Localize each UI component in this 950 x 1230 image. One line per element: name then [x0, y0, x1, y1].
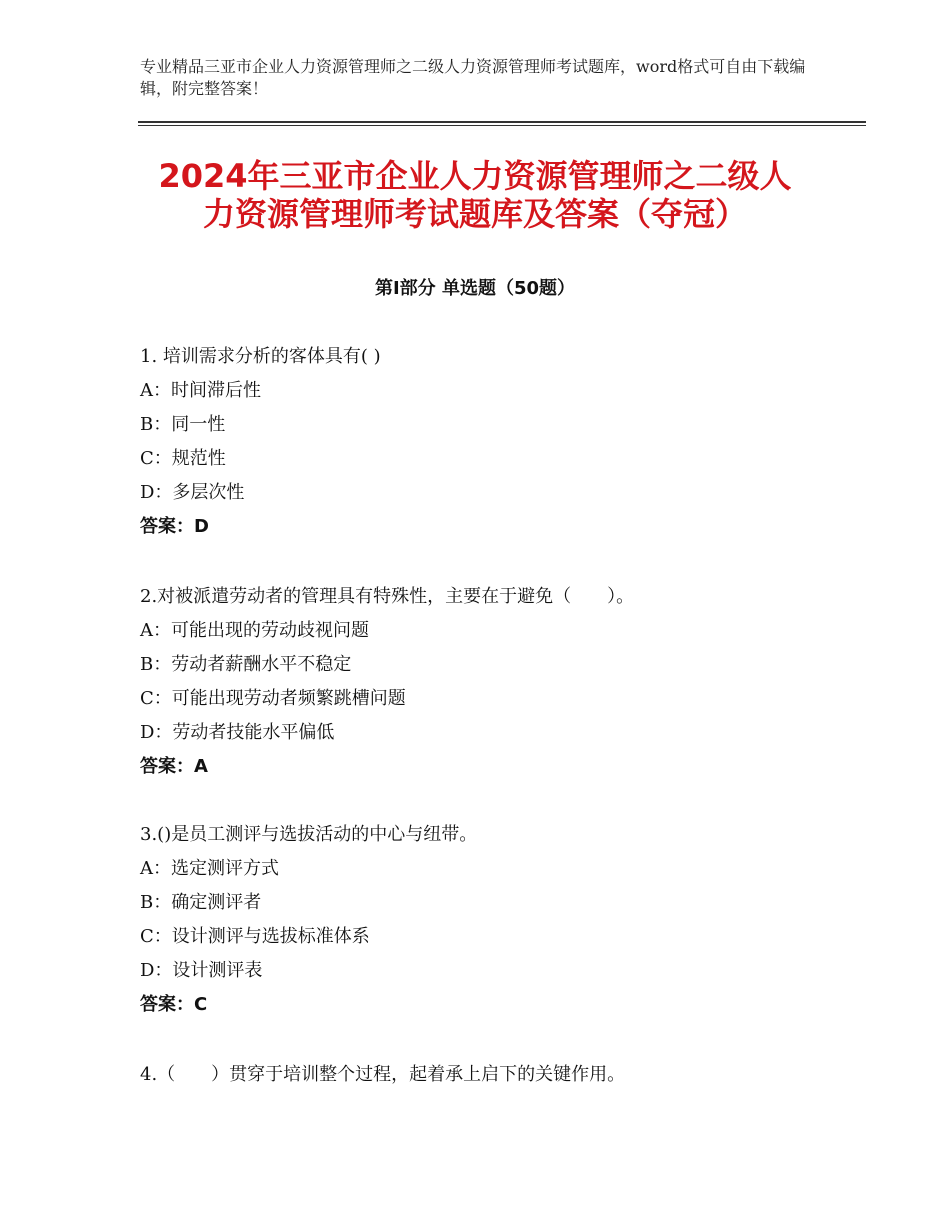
title-line-1: 2024年三亚市企业人力资源管理师之二级人	[158, 157, 792, 195]
option-a: A：时间滞后性	[140, 380, 261, 401]
header-divider-top	[138, 121, 866, 123]
title-line-2: 力资源管理师考试题库及答案（夺冠）	[202, 195, 747, 233]
option-d: D：设计测评表	[140, 960, 263, 981]
question-1	[140, 340, 840, 544]
option-a: A：选定测评方式	[140, 858, 279, 879]
option-d: D：多层次性	[140, 482, 245, 503]
question-stem: 4.（ ）贯穿于培训整个过程，起着承上启下的关键作用。	[140, 1064, 626, 1085]
answer: 答案：D	[140, 516, 209, 537]
question-4	[140, 1058, 840, 1092]
option-b: B：同一性	[140, 414, 226, 435]
question-stem: 3.()是员工测评与选拔活动的中心与纽带。	[140, 824, 478, 845]
answer: 答案：C	[140, 994, 208, 1015]
answer: 答案：A	[140, 756, 208, 777]
option-d: D：劳动者技能水平偏低	[140, 722, 335, 743]
question-3	[140, 818, 840, 1022]
option-b: B：确定测评者	[140, 892, 262, 913]
question-2	[140, 580, 840, 784]
option-a: A：可能出现的劳动歧视问题	[140, 620, 369, 641]
header-divider-bottom	[138, 125, 866, 126]
question-stem: 1. 培训需求分析的客体具有( )	[140, 346, 381, 367]
option-c: C：可能出现劳动者频繁跳槽问题	[140, 688, 406, 709]
option-b: B：劳动者薪酬水平不稳定	[140, 654, 352, 675]
document-title	[120, 157, 830, 233]
header-note: 专业精品三亚市企业人力资源管理师之二级人力资源管理师考试题库，word格式可自由下载编辑，附完整答案！	[140, 57, 806, 98]
question-stem: 2.对被派遣劳动者的管理具有特殊性，主要在于避免（ ）。	[140, 586, 635, 607]
section-heading: 第Ⅰ部分 单选题（50题）	[374, 278, 575, 299]
option-c: C：设计测评与选拔标准体系	[140, 926, 370, 947]
option-c: C：规范性	[140, 448, 226, 469]
